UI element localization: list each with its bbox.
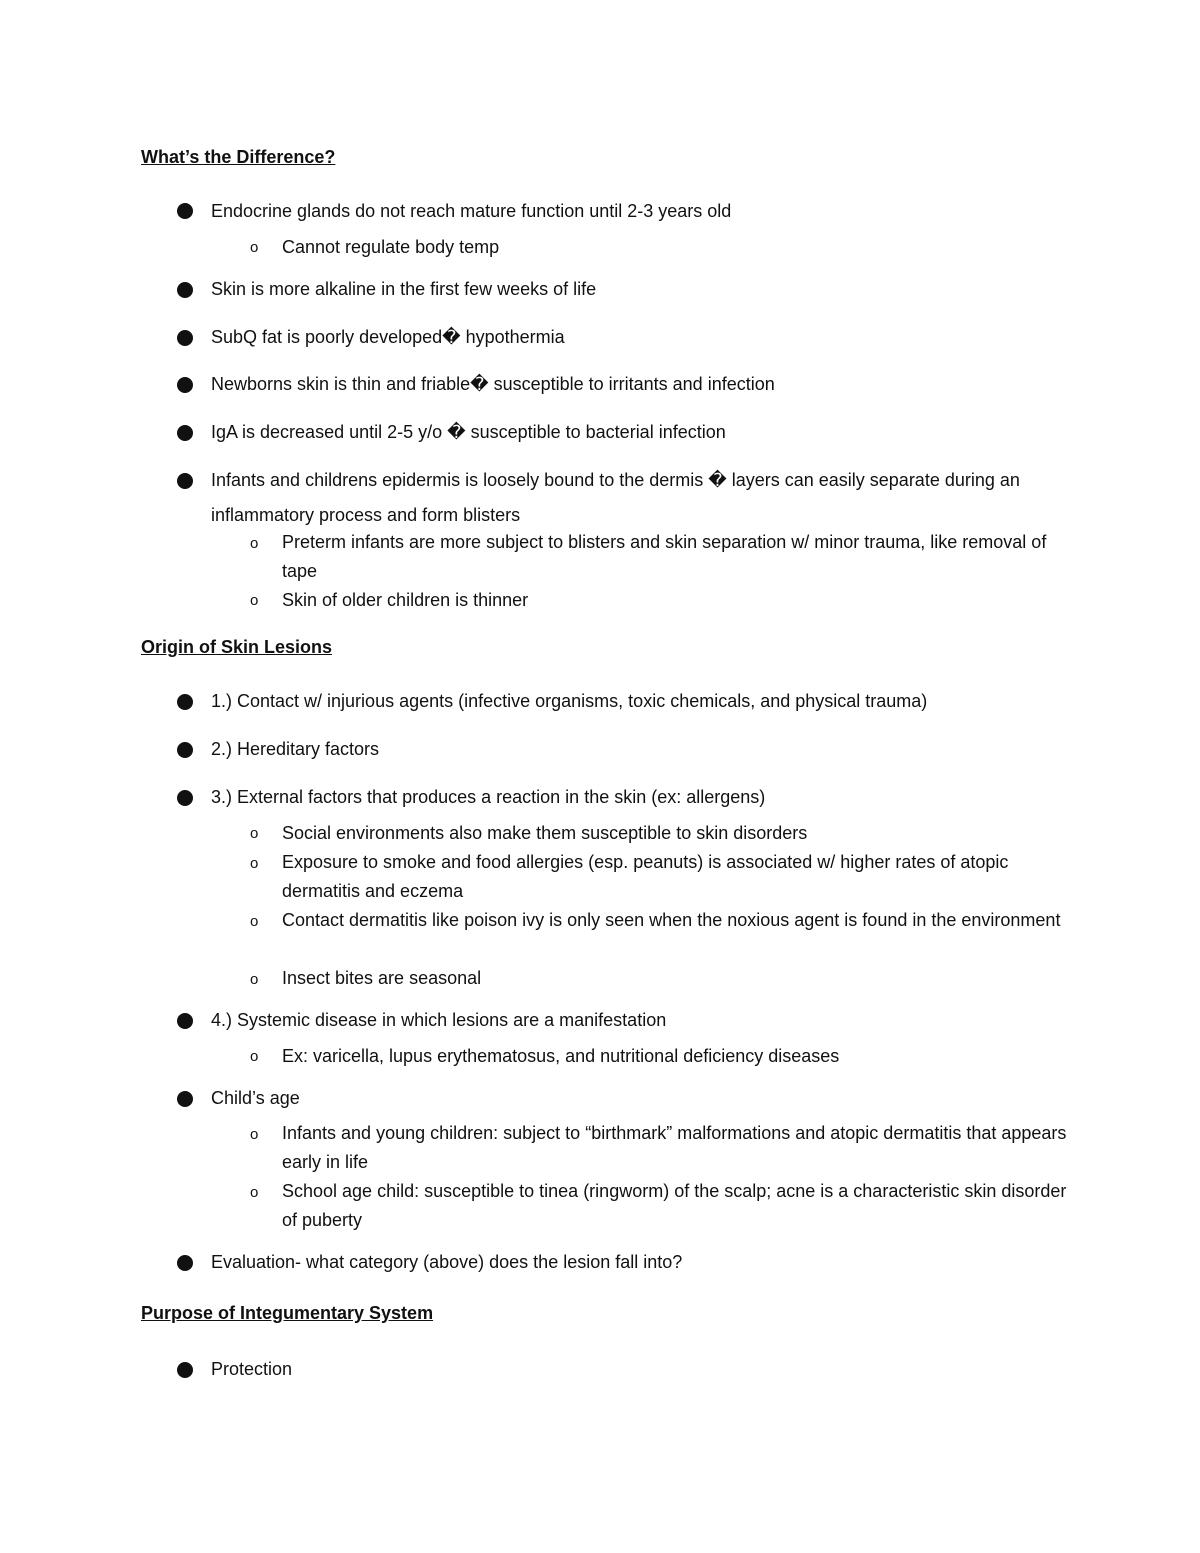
list-item: 4.) Systemic disease in which lesions are a manifestation bbox=[211, 1010, 667, 1030]
bullet-icon bbox=[177, 425, 193, 441]
bullet-icon bbox=[177, 742, 193, 758]
sub-bullet-icon: o bbox=[250, 825, 259, 842]
sub-list-item: Insect bites are seasonal bbox=[282, 968, 482, 988]
sub-bullet-icon: o bbox=[250, 971, 259, 988]
sub-list-item: School age child: susceptible to tinea (ringworm) of the scalp; acne is a characteristic skin disorder of puberty bbox=[282, 1181, 1067, 1230]
list-item: Skin is more alkaline in the first few weeks of life bbox=[211, 279, 597, 299]
bullet-icon bbox=[177, 1362, 193, 1378]
sub-list-item: Preterm infants are more subject to blisters and skin separation w/ minor trauma, like removal of tape bbox=[282, 532, 1047, 581]
sub-list-item: Exposure to smoke and food allergies (esp. peanuts) is associated w/ higher rates of atopic dermatitis and eczema bbox=[282, 852, 1009, 901]
sub-list-item: Cannot regulate body temp bbox=[282, 237, 500, 257]
list-item: Newborns skin is thin and friable� susceptible to irritants and infection bbox=[211, 374, 775, 394]
sub-bullet-icon: o bbox=[250, 913, 259, 930]
section-heading: Origin of Skin Lesions bbox=[141, 637, 333, 657]
bullet-icon bbox=[177, 694, 193, 710]
sub-bullet-icon: o bbox=[250, 1126, 259, 1143]
list-item: Infants and childrens epidermis is loosely bound to the dermis � layers can easily separate during an inflammatory process and form blisters bbox=[211, 470, 1020, 525]
bullet-icon bbox=[177, 1013, 193, 1029]
list-item: Child’s age bbox=[211, 1088, 300, 1108]
list-item: 2.) Hereditary factors bbox=[211, 739, 380, 759]
list-item: Protection bbox=[211, 1359, 293, 1379]
sub-bullet-icon: o bbox=[250, 592, 259, 609]
list-item: IgA is decreased until 2-5 y/o � susceptible to bacterial infection bbox=[211, 422, 726, 442]
sub-list-item: Ex: varicella, lupus erythematosus, and nutritional deficiency diseases bbox=[282, 1046, 840, 1066]
bullet-icon bbox=[177, 282, 193, 298]
section-heading: Purpose of Integumentary System bbox=[141, 1303, 434, 1323]
sub-bullet-icon: o bbox=[250, 1048, 259, 1065]
sub-list-item: Infants and young children: subject to “birthmark” malformations and atopic dermatitis that appears early in life bbox=[282, 1123, 1067, 1172]
section-heading: What’s the Difference? bbox=[141, 147, 336, 167]
list-item: SubQ fat is poorly developed� hypothermia bbox=[211, 327, 565, 347]
bullet-icon bbox=[177, 377, 193, 393]
list-item: Evaluation- what category (above) does the lesion fall into? bbox=[211, 1252, 683, 1272]
bullet-icon bbox=[177, 790, 193, 806]
sub-list-item: Contact dermatitis like poison ivy is only seen when the noxious agent is found in the environment bbox=[282, 910, 1061, 930]
bullet-icon bbox=[177, 203, 193, 219]
list-item: 3.) External factors that produces a reaction in the skin (ex: allergens) bbox=[211, 787, 766, 807]
sub-bullet-icon: o bbox=[250, 1184, 259, 1201]
list-item: Endocrine glands do not reach mature function until 2-3 years old bbox=[211, 201, 732, 221]
sub-bullet-icon: o bbox=[250, 855, 259, 872]
bullet-icon bbox=[177, 1091, 193, 1107]
bullet-icon bbox=[177, 1255, 193, 1271]
sub-bullet-icon: o bbox=[250, 535, 259, 552]
sub-list-item: Social environments also make them susceptible to skin disorders bbox=[282, 823, 808, 843]
sub-bullet-icon: o bbox=[250, 239, 259, 256]
list-item: 1.) Contact w/ injurious agents (infective organisms, toxic chemicals, and physical trauma) bbox=[211, 691, 928, 711]
bullet-icon bbox=[177, 473, 193, 489]
sub-list-item: Skin of older children is thinner bbox=[282, 590, 529, 610]
bullet-icon bbox=[177, 330, 193, 346]
